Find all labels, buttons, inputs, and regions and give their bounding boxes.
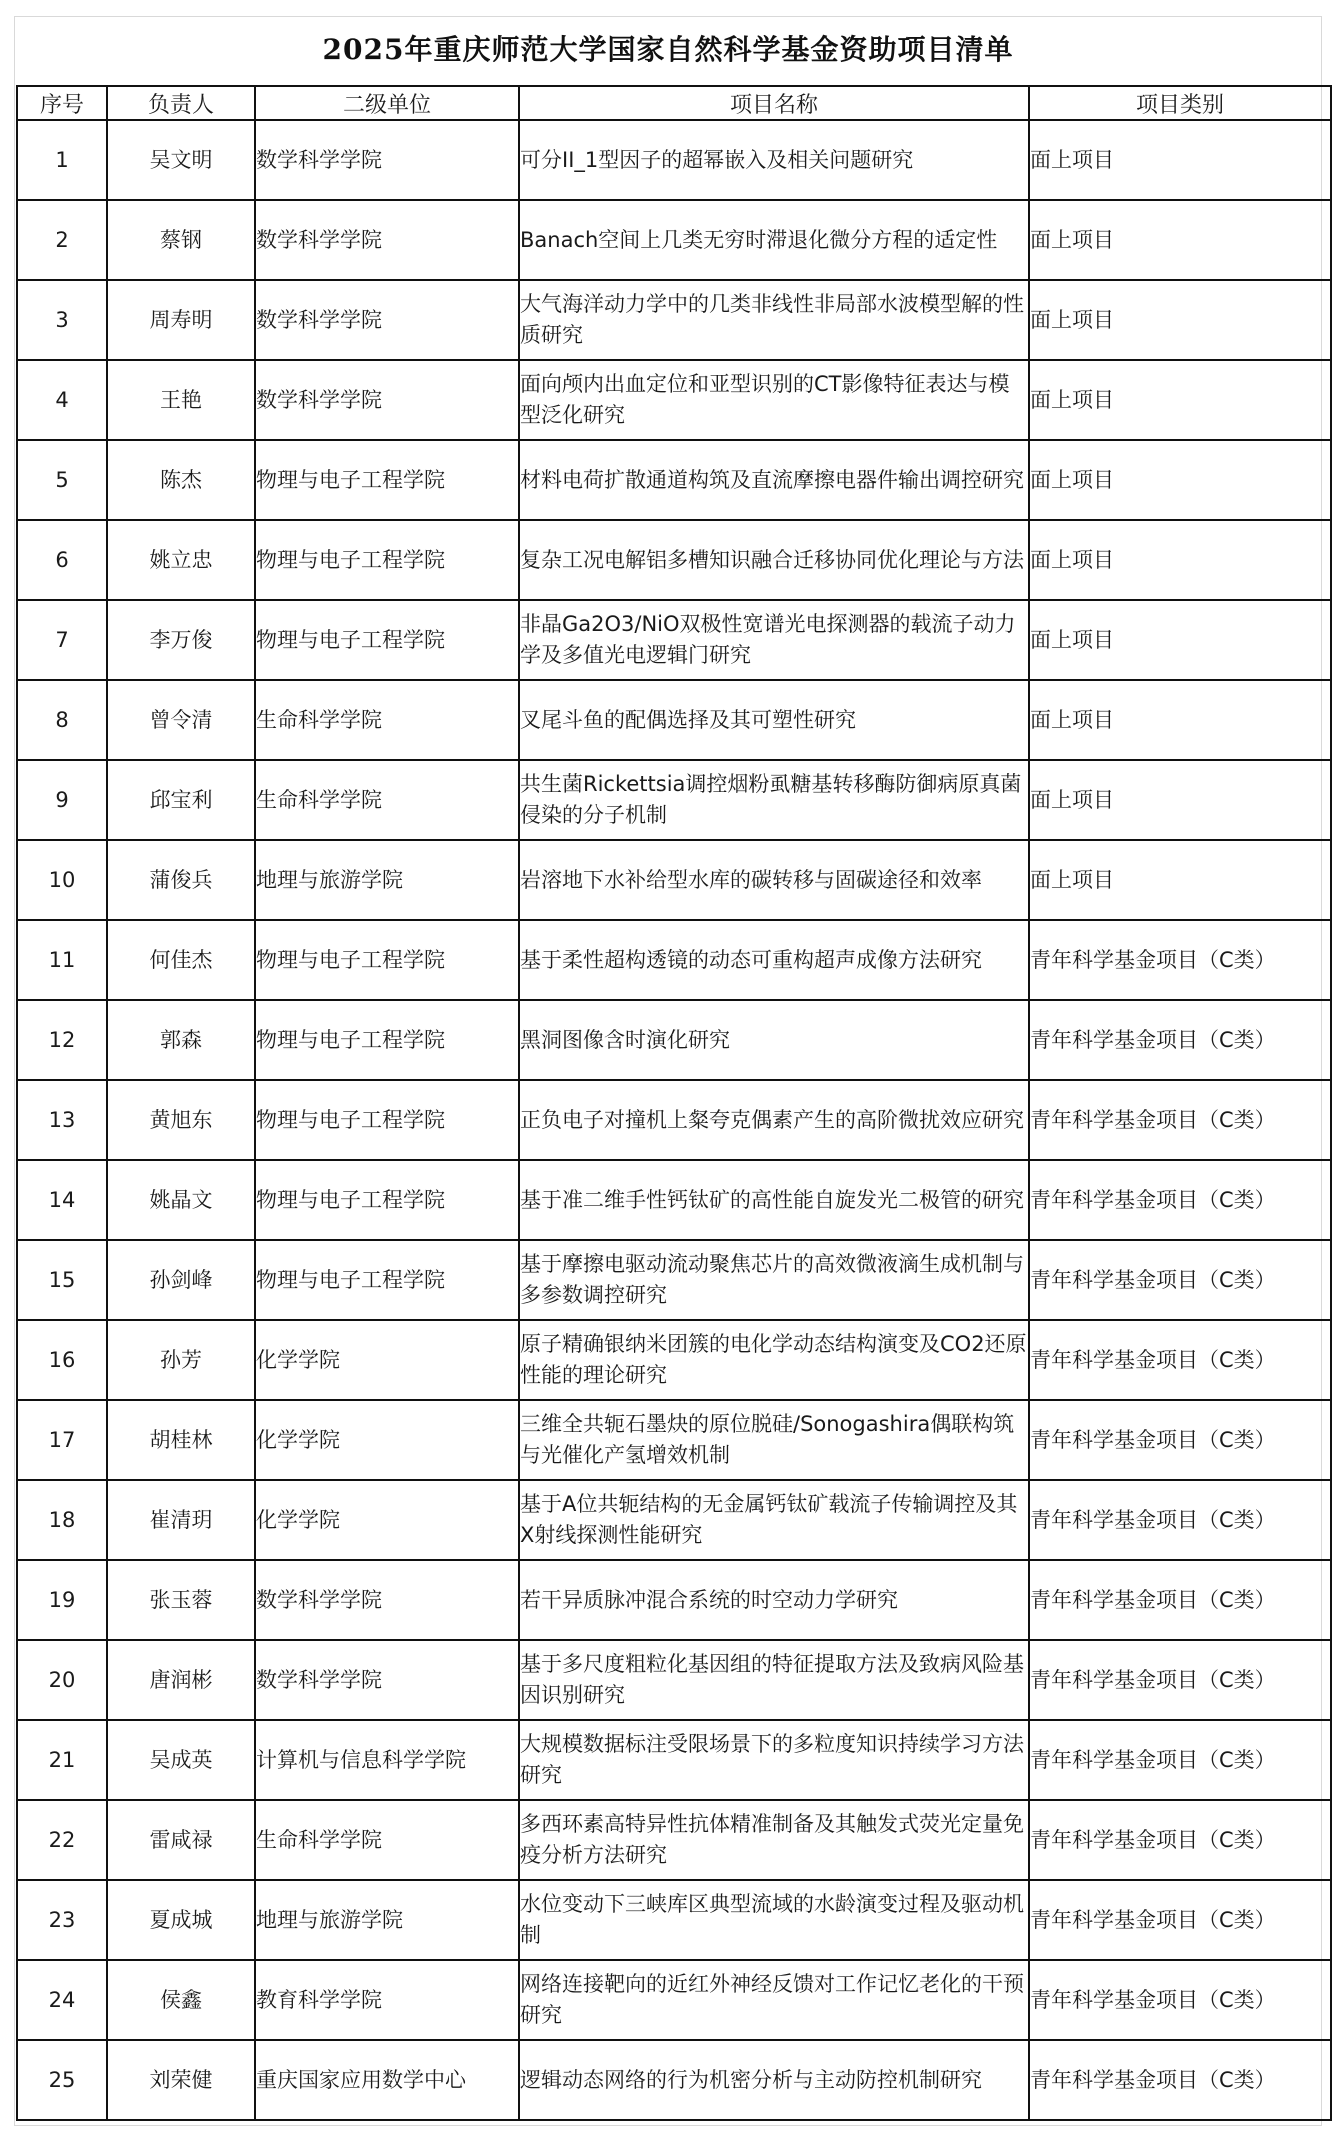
cell-project: 基于多尺度粗粒化基因组的特征提取方法及致病风险基因识别研究 <box>519 1640 1029 1720</box>
cell-no: 15 <box>17 1240 107 1320</box>
header-project: 项目名称 <box>519 86 1029 120</box>
cell-category: 青年科学基金项目（C类） <box>1029 1560 1331 1640</box>
cell-project: 大气海洋动力学中的几类非线性非局部水波模型解的性质研究 <box>519 280 1029 360</box>
cell-category: 青年科学基金项目（C类） <box>1029 1800 1331 1880</box>
table-row <box>17 1800 1331 1880</box>
cell-leader: 夏成城 <box>107 1880 255 1960</box>
table-row <box>17 1160 1331 1240</box>
table-row <box>17 2040 1331 2120</box>
cell-leader: 姚立忠 <box>107 520 255 600</box>
table-row <box>17 840 1331 920</box>
table-row <box>17 600 1331 680</box>
cell-no: 1 <box>17 120 107 200</box>
document-title: 2025年重庆师范大学国家自然科学基金资助项目清单 <box>322 33 1014 66</box>
cell-leader: 侯鑫 <box>107 1960 255 2040</box>
cell-no: 5 <box>17 440 107 520</box>
cell-leader: 唐润彬 <box>107 1640 255 1720</box>
cell-project: 水位变动下三峡库区典型流域的水龄演变过程及驱动机制 <box>519 1880 1029 1960</box>
cell-no: 23 <box>17 1880 107 1960</box>
cell-unit: 生命科学学院 <box>255 680 519 760</box>
cell-unit: 生命科学学院 <box>255 760 519 840</box>
cell-leader: 李万俊 <box>107 600 255 680</box>
cell-project: 可分II_1型因子的超幂嵌入及相关问题研究 <box>519 120 1029 200</box>
cell-unit: 数学科学学院 <box>255 360 519 440</box>
cell-leader: 吴文明 <box>107 120 255 200</box>
cell-no: 19 <box>17 1560 107 1640</box>
cell-no: 10 <box>17 840 107 920</box>
cell-leader: 蒲俊兵 <box>107 840 255 920</box>
cell-project: 多西环素高特异性抗体精准制备及其触发式荧光定量免疫分析方法研究 <box>519 1800 1029 1880</box>
cell-leader: 张玉蓉 <box>107 1560 255 1640</box>
cell-unit: 物理与电子工程学院 <box>255 1080 519 1160</box>
cell-unit: 化学学院 <box>255 1400 519 1480</box>
cell-project: 基于柔性超构透镜的动态可重构超声成像方法研究 <box>519 920 1029 1000</box>
cell-leader: 孙剑峰 <box>107 1240 255 1320</box>
table-row <box>17 760 1331 840</box>
cell-unit: 教育科学学院 <box>255 1960 519 2040</box>
table-row <box>17 520 1331 600</box>
cell-category: 青年科学基金项目（C类） <box>1029 1400 1331 1480</box>
cell-category: 面上项目 <box>1029 280 1331 360</box>
cell-project: Banach空间上几类无穷时滞退化微分方程的适定性 <box>519 200 1029 280</box>
cell-category: 青年科学基金项目（C类） <box>1029 1480 1331 1560</box>
table-row <box>17 1640 1331 1720</box>
table-row <box>17 920 1331 1000</box>
cell-leader: 周寿明 <box>107 280 255 360</box>
cell-project: 叉尾斗鱼的配偶选择及其可塑性研究 <box>519 680 1029 760</box>
table-row <box>17 120 1331 200</box>
table-row <box>17 1080 1331 1160</box>
cell-category: 面上项目 <box>1029 520 1331 600</box>
table-row <box>17 1240 1331 1320</box>
cell-category: 青年科学基金项目（C类） <box>1029 1240 1331 1320</box>
cell-category: 青年科学基金项目（C类） <box>1029 1000 1331 1080</box>
cell-project: 基于准二维手性钙钛矿的高性能自旋发光二极管的研究 <box>519 1160 1029 1240</box>
cell-category: 面上项目 <box>1029 200 1331 280</box>
cell-project: 基于A位共轭结构的无金属钙钛矿载流子传输调控及其X射线探测性能研究 <box>519 1480 1029 1560</box>
cell-leader: 刘荣健 <box>107 2040 255 2120</box>
header-no: 序号 <box>17 86 107 120</box>
table-row <box>17 1960 1331 2040</box>
cell-unit: 重庆国家应用数学中心 <box>255 2040 519 2120</box>
table-row <box>17 1560 1331 1640</box>
cell-project: 若干异质脉冲混合系统的时空动力学研究 <box>519 1560 1029 1640</box>
cell-unit: 物理与电子工程学院 <box>255 520 519 600</box>
header-row <box>17 86 1331 120</box>
cell-project: 共生菌Rickettsia调控烟粉虱糖基转移酶防御病原真菌侵染的分子机制 <box>519 760 1029 840</box>
cell-category: 青年科学基金项目（C类） <box>1029 920 1331 1000</box>
cell-category: 青年科学基金项目（C类） <box>1029 1960 1331 2040</box>
table-row <box>17 1320 1331 1400</box>
cell-no: 11 <box>17 920 107 1000</box>
cell-no: 4 <box>17 360 107 440</box>
cell-category: 青年科学基金项目（C类） <box>1029 1320 1331 1400</box>
cell-no: 7 <box>17 600 107 680</box>
cell-category: 面上项目 <box>1029 680 1331 760</box>
cell-unit: 数学科学学院 <box>255 1640 519 1720</box>
cell-unit: 数学科学学院 <box>255 1560 519 1640</box>
cell-no: 14 <box>17 1160 107 1240</box>
cell-unit: 地理与旅游学院 <box>255 840 519 920</box>
cell-leader: 雷咸禄 <box>107 1800 255 1880</box>
cell-unit: 生命科学学院 <box>255 1800 519 1880</box>
table-row <box>17 280 1331 360</box>
header-unit: 二级单位 <box>255 86 519 120</box>
cell-no: 9 <box>17 760 107 840</box>
cell-no: 17 <box>17 1400 107 1480</box>
cell-unit: 物理与电子工程学院 <box>255 1160 519 1240</box>
cell-no: 24 <box>17 1960 107 2040</box>
cell-category: 青年科学基金项目（C类） <box>1029 1160 1331 1240</box>
table-row <box>17 1720 1331 1800</box>
cell-no: 13 <box>17 1080 107 1160</box>
table-row <box>17 360 1331 440</box>
table-row <box>17 1880 1331 1960</box>
cell-category: 面上项目 <box>1029 600 1331 680</box>
cell-no: 18 <box>17 1480 107 1560</box>
cell-category: 面上项目 <box>1029 840 1331 920</box>
cell-project: 正负电子对撞机上粲夸克偶素产生的高阶微扰效应研究 <box>519 1080 1029 1160</box>
cell-leader: 曾令清 <box>107 680 255 760</box>
cell-no: 3 <box>17 280 107 360</box>
cell-leader: 黄旭东 <box>107 1080 255 1160</box>
cell-category: 面上项目 <box>1029 760 1331 840</box>
cell-no: 6 <box>17 520 107 600</box>
cell-category: 青年科学基金项目（C类） <box>1029 1720 1331 1800</box>
cell-category: 青年科学基金项目（C类） <box>1029 1640 1331 1720</box>
cell-no: 8 <box>17 680 107 760</box>
cell-no: 20 <box>17 1640 107 1720</box>
cell-category: 面上项目 <box>1029 360 1331 440</box>
cell-project: 网络连接靶向的近红外神经反馈对工作记忆老化的干预研究 <box>519 1960 1029 2040</box>
cell-category: 青年科学基金项目（C类） <box>1029 2040 1331 2120</box>
table-body <box>17 120 1331 2120</box>
cell-unit: 化学学院 <box>255 1320 519 1400</box>
cell-leader: 胡桂林 <box>107 1400 255 1480</box>
cell-unit: 地理与旅游学院 <box>255 1880 519 1960</box>
cell-no: 2 <box>17 200 107 280</box>
cell-unit: 数学科学学院 <box>255 200 519 280</box>
cell-unit: 物理与电子工程学院 <box>255 1240 519 1320</box>
cell-no: 12 <box>17 1000 107 1080</box>
cell-project: 复杂工况电解铝多槽知识融合迁移协同优化理论与方法 <box>519 520 1029 600</box>
header-leader: 负责人 <box>107 86 255 120</box>
cell-unit: 物理与电子工程学院 <box>255 920 519 1000</box>
cell-category: 青年科学基金项目（C类） <box>1029 1880 1331 1960</box>
cell-project: 非晶Ga2O3/NiO双极性宽谱光电探测器的载流子动力学及多值光电逻辑门研究 <box>519 600 1029 680</box>
cell-leader: 郭森 <box>107 1000 255 1080</box>
cell-no: 22 <box>17 1800 107 1880</box>
cell-leader: 蔡钢 <box>107 200 255 280</box>
cell-unit: 物理与电子工程学院 <box>255 600 519 680</box>
table-row <box>17 1000 1331 1080</box>
cell-category: 面上项目 <box>1029 120 1331 200</box>
cell-leader: 崔清玥 <box>107 1480 255 1560</box>
cell-no: 25 <box>17 2040 107 2120</box>
cell-category: 面上项目 <box>1029 440 1331 520</box>
cell-unit: 数学科学学院 <box>255 120 519 200</box>
cell-leader: 何佳杰 <box>107 920 255 1000</box>
cell-category: 青年科学基金项目（C类） <box>1029 1080 1331 1160</box>
cell-unit: 物理与电子工程学院 <box>255 440 519 520</box>
cell-leader: 邱宝利 <box>107 760 255 840</box>
cell-project: 大规模数据标注受限场景下的多粒度知识持续学习方法研究 <box>519 1720 1029 1800</box>
table-row <box>17 680 1331 760</box>
table-row <box>17 1400 1331 1480</box>
cell-no: 16 <box>17 1320 107 1400</box>
cell-leader: 吴成英 <box>107 1720 255 1800</box>
cell-project: 材料电荷扩散通道构筑及直流摩擦电器件输出调控研究 <box>519 440 1029 520</box>
cell-unit: 物理与电子工程学院 <box>255 1000 519 1080</box>
cell-leader: 孙芳 <box>107 1320 255 1400</box>
cell-no: 21 <box>17 1720 107 1800</box>
cell-project: 基于摩擦电驱动流动聚焦芯片的高效微液滴生成机制与多参数调控研究 <box>519 1240 1029 1320</box>
cell-project: 面向颅内出血定位和亚型识别的CT影像特征表达与模型泛化研究 <box>519 360 1029 440</box>
header-category: 项目类别 <box>1029 86 1331 120</box>
cell-project: 三维全共轭石墨炔的原位脱硅/Sonogashira偶联构筑与光催化产氢增效机制 <box>519 1400 1029 1480</box>
cell-unit: 数学科学学院 <box>255 280 519 360</box>
cell-project: 岩溶地下水补给型水库的碳转移与固碳途径和效率 <box>519 840 1029 920</box>
project-table <box>16 85 1332 2121</box>
cell-leader: 陈杰 <box>107 440 255 520</box>
cell-leader: 王艳 <box>107 360 255 440</box>
cell-leader: 姚晶文 <box>107 1160 255 1240</box>
table-row <box>17 440 1331 520</box>
cell-project: 原子精确银纳米团簇的电化学动态结构演变及CO2还原性能的理论研究 <box>519 1320 1029 1400</box>
table-row <box>17 200 1331 280</box>
cell-project: 逻辑动态网络的行为机密分析与主动防控机制研究 <box>519 2040 1029 2120</box>
cell-project: 黑洞图像含时演化研究 <box>519 1000 1029 1080</box>
cell-unit: 计算机与信息科学学院 <box>255 1720 519 1800</box>
table-row <box>17 1480 1331 1560</box>
cell-unit: 化学学院 <box>255 1480 519 1560</box>
